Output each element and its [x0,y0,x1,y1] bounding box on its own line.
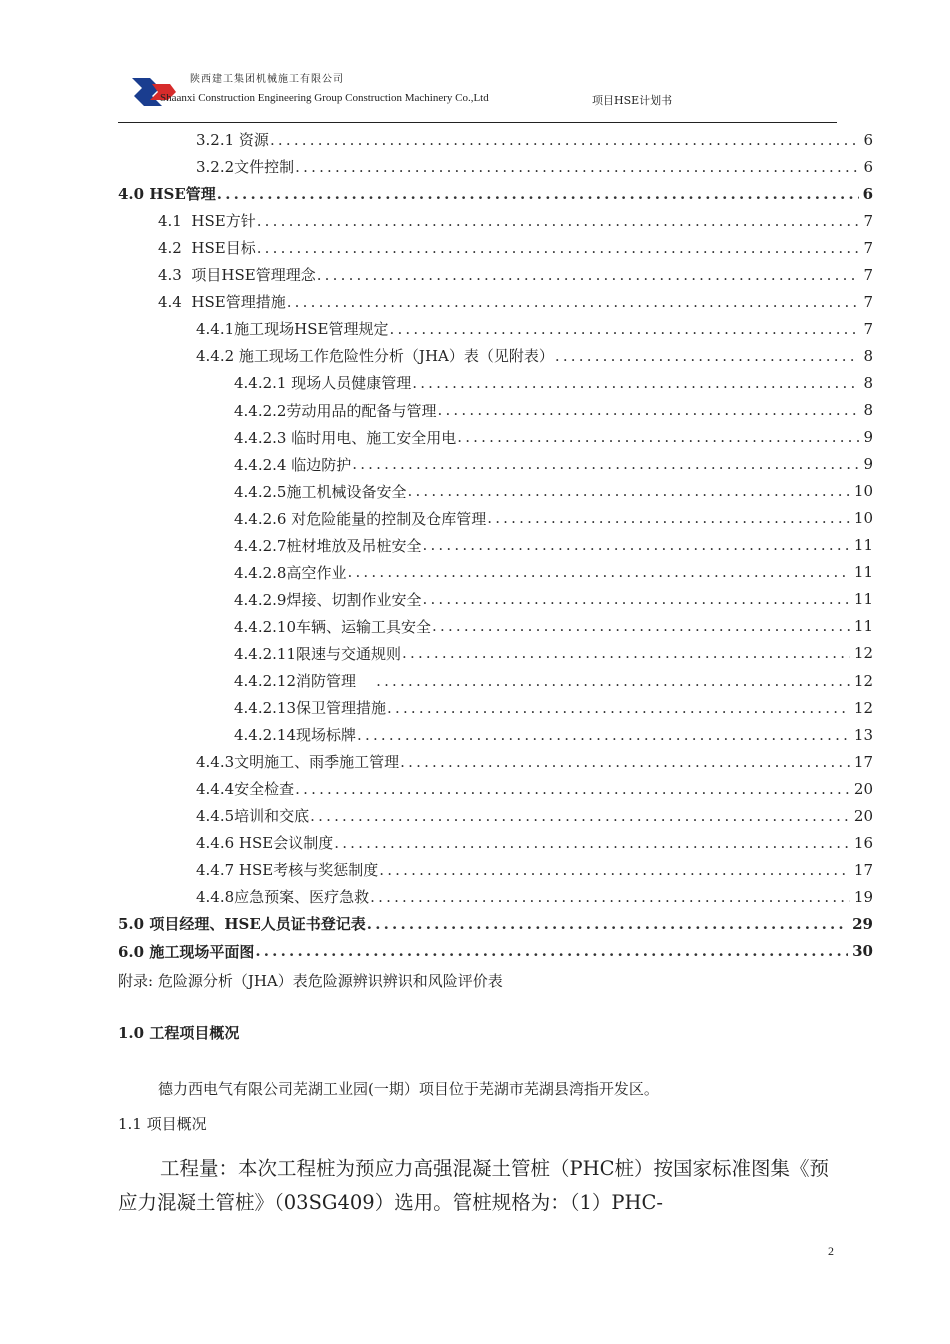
toc-entry-label: 4.4.2.7桩材堆放及吊桩安全 [234,536,422,555]
toc-leader-dots [317,266,860,284]
toc-leader-dots [379,861,850,879]
toc-entry[interactable] [234,721,873,748]
company-name-cn: 陕西建工集团机械施工有限公司 [190,74,344,85]
toc-entry-label: 4.4.2.1 现场人员健康管理 [234,374,412,393]
toc-entry-label: 3.2.1 资源 [196,131,269,149]
toc-entry-label: 4.4.4安全检查 [196,780,295,799]
toc-entry-label: 4.4.5培训和交底 [196,807,310,826]
toc-entry[interactable] [196,315,873,342]
toc-entry-label: 4.4.2.6 对危险能量的控制及仓库管理 [234,509,487,528]
toc-entry-label: 4.4.2.13保卫管理措施 [234,699,387,718]
toc-entry-page: 8 [863,373,873,392]
toc-leader-dots [407,482,849,500]
toc-entry[interactable] [118,910,873,937]
toc-entry-label: 4.4.2.8高空作业 [234,563,347,582]
toc-entry[interactable] [196,153,873,180]
toc-entry-page: 20 [853,806,873,825]
toc-leader-dots [387,699,850,717]
toc-leader-dots [389,320,859,338]
toc-entry-label: 6.0 施工现场平面图 [118,942,255,961]
toc-entry-page: 7 [863,238,873,257]
toc-leader-dots [334,834,850,852]
toc-entry[interactable] [158,234,873,261]
toc-entry[interactable] [196,126,873,153]
toc-leader-dots [357,726,850,744]
toc-entry[interactable] [234,667,873,694]
toc-leader-dots [287,293,860,311]
toc-entry-page: 11 [853,563,873,582]
toc-entry-label: 4.4.2.3 临时用电、施工安全用电 [234,428,457,447]
toc-entry[interactable] [196,775,873,802]
toc-leader-dots [432,617,850,635]
toc-entry-page: 10 [853,509,873,528]
toc-entry-page: 16 [853,833,873,852]
toc-entry-label: 4.4.2.12消防管理 [234,672,376,690]
toc-entry-label: 4.4.3文明施工、雨季施工管理 [196,753,400,772]
toc-entry-page: 9 [863,428,873,447]
toc-entry-label: 4.4.2.5施工机械设备安全 [234,482,407,501]
toc-entry-page: 9 [863,455,873,474]
toc-entry-page: 7 [863,292,873,311]
toc-entry-label: 4.4.1施工现场HSE管理规定 [196,320,389,339]
toc-leader-dots [487,509,850,527]
toc-entry[interactable] [158,261,873,288]
toc-entry[interactable] [196,829,873,856]
toc-leader-dots [270,131,860,149]
toc-entry-page: 11 [853,590,873,609]
toc-entry-label: 4.4.2 施工现场工作危险性分析（JHA）表（见附表） [196,347,554,366]
toc-entry-label: 5.0 项目经理、HSE人员证书登记表 [118,915,366,934]
toc-entry[interactable] [158,288,873,315]
toc-entry-label: 4.4.2.9焊接、切割作业安全 [234,590,422,609]
toc-entry-page: 8 [863,346,873,365]
toc-leader-dots [457,428,859,446]
toc-entry-page: 11 [853,536,873,555]
workload-paragraph [118,1152,838,1220]
toc-leader-dots [400,753,850,771]
header-divider [118,122,837,123]
toc-entry-label: 4.3 项目HSE管理理念 [158,266,316,285]
toc-leader-dots [257,239,860,257]
toc-entry-page: 17 [853,860,873,879]
toc-leader-dots [555,347,860,365]
toc-leader-dots [402,644,850,662]
toc-leader-dots [367,915,848,933]
toc-leader-dots [376,672,850,690]
toc-entry[interactable] [158,207,873,234]
toc-entry-page: 12 [853,698,873,717]
toc-entry[interactable] [234,397,873,424]
workload-text: 工程量：本次工程桩为预应力高强混凝土管桩（PHC桩）按国家标准图集《预应力混凝土管桩》（03SG409）选用。管桩规格为：（1）PHC- [118,1157,830,1214]
toc-entry-label: 4.4.6 HSE会议制度 [196,834,334,853]
toc-entry-page: 6 [863,157,873,176]
toc-entry[interactable] [234,640,873,667]
toc-entry[interactable] [196,802,873,829]
toc-entry-label: 4.1 HSE方针 [158,212,256,231]
toc-entry-label: 4.4.2.11限速与交通规则 [234,644,402,663]
toc-entry-label: 4.4.2.10车辆、运输工具安全 [234,617,432,636]
toc-leader-dots [347,563,849,581]
toc-entry-page: 30 [852,942,873,960]
subsection-heading: 1.1 项目概况 [118,1115,207,1133]
toc-entry[interactable] [234,559,873,586]
toc-entry-label: 4.4.2.2劳动用品的配备与管理 [234,401,437,420]
toc-entry[interactable] [234,505,873,532]
section-heading: 1.0 工程项目概况 [118,1024,240,1042]
document-title: 项目HSE计划书 [592,94,673,107]
toc-entry-label: 4.2 HSE目标 [158,239,256,258]
toc-entry-page: 29 [852,914,873,933]
project-location-paragraph: 德力西电气有限公司芜湖工业园(一期）项目位于芜湖市芜湖县湾指开发区。 [158,1080,659,1098]
toc-entry-label: 4.4.7 HSE考核与奖惩制度 [196,861,379,880]
appendix-line: 附录: 危险源分析（JHA）表危险源辨识辨识和风险评价表 [118,972,503,990]
toc-leader-dots [370,888,850,906]
toc-entry-page: 6 [862,184,873,203]
toc-entry[interactable] [234,694,873,721]
toc-entry-page: 6 [863,130,873,149]
page-number: 2 [828,1244,834,1258]
page-header [0,0,950,130]
toc-entry-page: 7 [863,319,873,338]
toc-leader-dots [422,536,849,554]
toc-leader-dots [422,590,849,608]
toc-entry[interactable] [234,532,873,559]
toc-leader-dots [217,185,859,203]
toc-entry[interactable] [234,369,873,396]
toc-entry[interactable] [234,586,873,613]
toc-entry-label: 4.0 HSE管理 [118,185,216,204]
toc-entry[interactable] [234,451,873,478]
toc-entry[interactable] [118,180,873,207]
toc-entry[interactable] [234,478,873,505]
toc-entry-label: 4.4.8应急预案、医疗急救 [196,888,370,907]
toc-entry-page: 20 [853,779,873,798]
toc-entry[interactable] [234,424,873,451]
toc-entry[interactable] [196,856,873,883]
toc-entry-page: 12 [853,644,873,663]
toc-entry-page: 13 [853,725,873,744]
toc-entry-page: 19 [853,887,873,906]
toc-entry-page: 10 [853,482,873,501]
toc-leader-dots [295,780,850,798]
toc-leader-dots [437,401,859,419]
toc-entry-page: 7 [863,265,873,284]
toc-entry-label: 4.4 HSE管理措施 [158,293,286,312]
toc-entry-page: 11 [853,617,873,636]
toc-entry-page: 7 [863,211,873,230]
toc-leader-dots [352,455,859,473]
toc-leader-dots [412,374,859,392]
toc-entry-label: 4.4.2.14现场标牌 [234,726,357,745]
toc-leader-dots [295,158,859,176]
toc-entry[interactable] [234,613,873,640]
toc-entry-page: 8 [863,401,873,419]
toc-entry-page: 17 [853,752,873,771]
toc-entry[interactable] [196,883,873,910]
toc-entry[interactable] [196,748,873,775]
toc-entry-label: 4.4.2.4 临边防护 [234,455,352,474]
toc-leader-dots [255,942,848,960]
company-name-en: Shaanxi Construction Engineering Group Construction Machinery Co.,Ltd [160,92,489,104]
toc-entry[interactable] [118,938,873,965]
toc-leader-dots [257,212,860,230]
toc-entry-label: 3.2.2文件控制 [196,158,295,177]
toc-entry[interactable] [196,342,873,369]
toc-leader-dots [310,807,850,825]
toc-entry-page: 12 [853,671,873,690]
